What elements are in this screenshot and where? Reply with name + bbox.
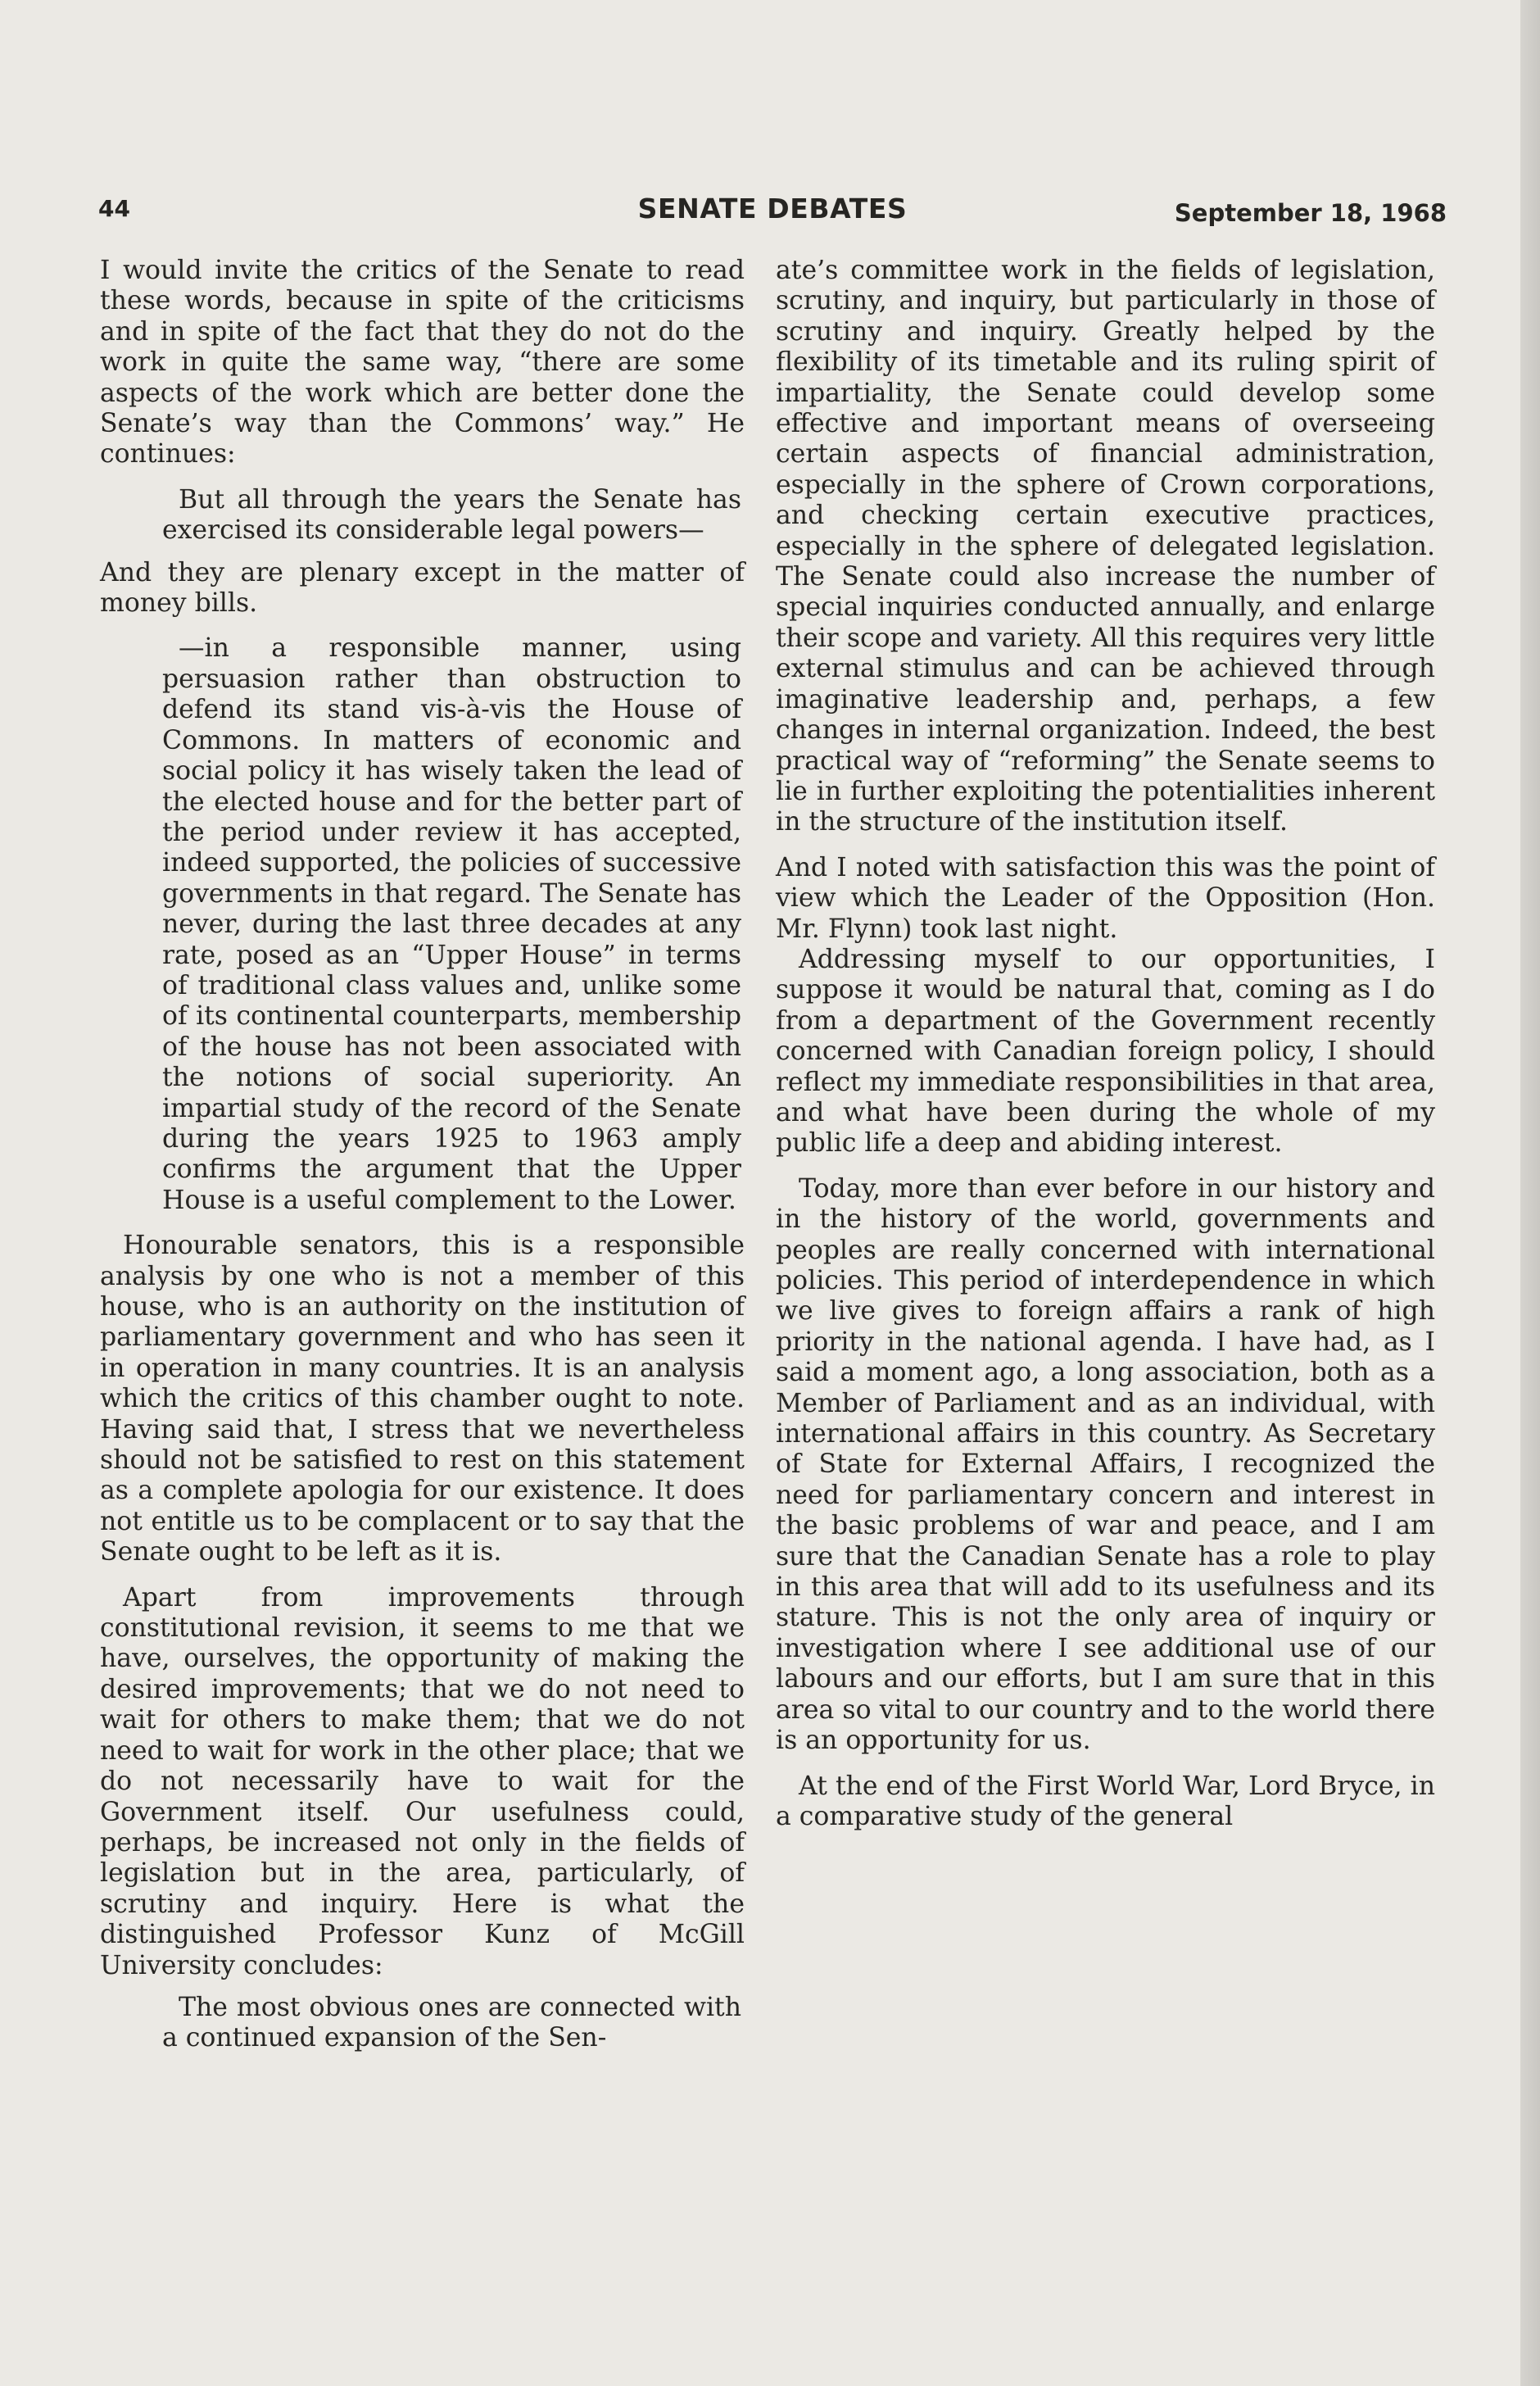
page-edge [1520,0,1540,2386]
left-column [100,256,745,2054]
paragraph: Today, more than ever before in our history and in the history of the world, governments and peoples are really concerned with international policies. This period of interdependence in which we live gives to foreign affairs a rank of high priority in the national agenda. I have had, as I said a moment ago, a long association, both as a Member of Parliament and as an individual, with international affairs in this country. As Secretary of State for External Affairs, I recognized the need for parliamentary concern and interest in the basic problems of war and peace, and I am sure that the Canadian Senate has a role to play in this area that will add to its usefulness and its stature. This is not the only area of inquiry or investigation where I see additional use of our labours and our efforts, but I am sure that in this area so vital to our country and to the world there is an opportunity for us. [776,1173,1435,1756]
block-quote: The most obvious ones are connected with a continued expansion of the Sen- [162,1992,741,2053]
page-header [98,193,1447,234]
paragraph: I would invite the critics of the Senate to read these words, because in spite of the criticisms and in spite of the fact that they do not do the work in quite the same way, “there are some aspects of the work which are better done the Senate’s way than the Commons’ way.” He continues: [100,256,745,469]
publication-title: SENATE DEBATES [637,193,908,225]
paragraph: Honourable senators, this is a responsible analysis by one who is not a member of this house, who is an authority on the institution of parliamentary government and who has seen it in operation in many countries. It is an analysis which the critics of this chamber ought to note. Having said that, I stress that we nevertheless should not be satisfied to rest on this statement as a complete apologia for our existence. It does not entitle us to be complacent or to say that the Senate ought to be left as it is. [100,1231,745,1567]
right-column [776,256,1435,1832]
block-quote-continued: ate’s committee work in the fields of legislation, scrutiny, and inquiry, but particularly in those of scrutiny and inquiry. Greatly helped by the flexibility of its timetable and its ruling spirit of impartiality, the Senate could develop some effective and important means of overseeing certain aspects of financial administration, especially in the sphere of Crown corporations, and checking certain executive practices, especially in the sphere of delegated legislation. The Senate could also increase the number of special inquiries conducted annually, and enlarge their scope and variety. All this requires very little external stimulus and can be achieved through imaginative leadership and, perhaps, a few changes in internal organization. Indeed, the best practical way of “reforming” the Senate seems to lie in further exploiting the potentialities inherent in the structure of the institution itself. [776,256,1435,837]
paragraph: Apart from improvements through constitutional revision, it seems to me that we have, ourselves, the opportunity of making the desired improvements; that we do not need to wait for others to make them; that we do not need to wait for work in the other place; that we do not necessarily have to wait for the Government itself. Our usefulness could, perhaps, be increased not only in the fields of legislation but in the area, particularly, of scrutiny and inquiry. Here is what the distinguished Professor Kunz of McGill University concludes: [100,1582,745,1980]
page-number: 44 [98,195,130,222]
paragraph: At the end of the First World War, Lord Bryce, in a comparative study of the general [776,1771,1435,1831]
publication-date: September 18, 1968 [1174,199,1447,227]
block-quote: —in a responsible manner, using persuasion rather than obstruction to defend its stand vis-à-vis the House of Commons. In matters of economic and social policy it has wisely taken the lead of the elected house and for the better part of the period under review it has accepted, indeed supported, the policies of successive governments in that regard. The Senate has never, during the last three decades at any rate, posed as an “Upper House” in terms of traditional class values and, unlike some of its continental counterparts, membership of the house has not been associated with the notions of social superiority. An impartial study of the record of the Senate during the years 1925 to 1963 amply confirms the argument that the Upper House is a useful complement to the Lower. [162,633,741,1215]
paragraph: And I noted with satisfaction this was the point of view which the Leader of the Opposition (Hon. Mr. Flynn) took last night. [776,852,1435,944]
paragraph: And they are plenary except in the matter of money bills. [100,557,745,619]
paragraph: Addressing myself to our opportunities, I suppose it would be natural that, coming as I do from a department of the Government recently concerned with Canadian foreign policy, I should reflect my immediate responsibilities in that area, and what have been during the whole of my public life a deep and abiding interest. [776,944,1435,1159]
block-quote: But all through the years the Senate has exercised its considerable legal powers— [162,484,741,546]
